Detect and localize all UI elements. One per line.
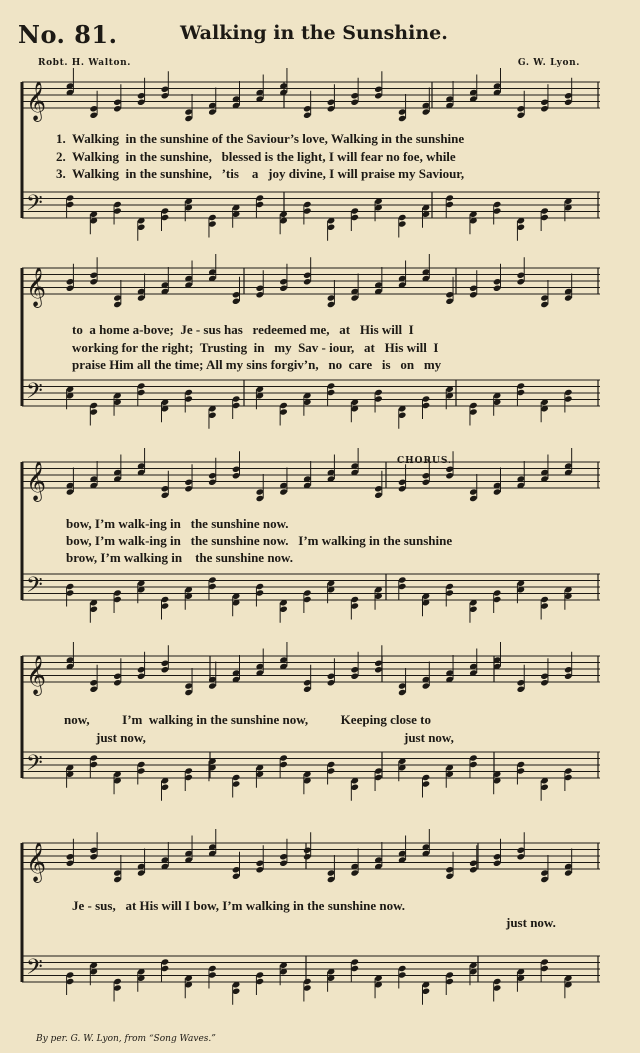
- treble-clef-icon: 𝄞: [26, 81, 47, 121]
- treble-clef-icon: 𝄞: [26, 461, 47, 501]
- hymn-title: Walking in the Sunshine.: [180, 22, 448, 44]
- lyric-line-lower: just now,: [96, 730, 146, 745]
- lyric-line-lower: just now,: [404, 730, 454, 745]
- lyric-line-upper: now, I’m walking in the sunshine now, Keeping close to: [64, 712, 431, 727]
- composer-credit: G. W. Lyon.: [517, 58, 580, 68]
- bass-clef-icon: 𝄢: [26, 751, 43, 781]
- lyric-line-verse1: 1. Walking in the sunshine of the Saviour’s love, Walking in the sunshine: [56, 131, 465, 146]
- lyricist-credit: Robt. H. Walton.: [38, 58, 131, 68]
- bass-clef-icon: 𝄢: [26, 955, 43, 985]
- lyric-line-verse1: bow, I’m walk-ing in the sunshine now.: [66, 516, 289, 531]
- chorus-label: CHORUS.: [397, 456, 453, 466]
- lyric-line-upper: Je - sus, at His will I bow, I’m walking in the sunshine now.: [72, 898, 406, 913]
- treble-clef-icon: 𝄞: [26, 267, 47, 307]
- bass-clef-icon: 𝄢: [26, 573, 43, 603]
- copyright-footer: By per. G. W. Lyon, from “Song Waves.”: [36, 1034, 216, 1044]
- lyric-line-lower: just now.: [506, 915, 556, 930]
- lyric-line-verse2: working for the right; Trusting in my Sav - iour, at His will I: [72, 340, 439, 355]
- treble-clef-icon: 𝄞: [26, 842, 47, 882]
- lyric-line-verse1: to a home a-bove; Je - sus has redeemed me, at His will I: [72, 322, 414, 337]
- lyric-line-verse3: praise Him all the time; All my sins forgiv’n, no care is on my: [72, 357, 442, 372]
- lyric-line-verse2: bow, I’m walk-ing in the sunshine now. I’m walking in the sunshine: [66, 533, 453, 548]
- bass-clef-icon: 𝄢: [26, 191, 43, 221]
- lyric-line-verse3: brow, I’m walking in the sunshine now.: [66, 550, 293, 565]
- lyric-line-verse3: 3. Walking in the sunshine, ’tis a joy divine, I will praise my Saviour,: [56, 166, 465, 181]
- hymn-number: No. 81.: [18, 20, 118, 49]
- lyric-line-verse2: 2. Walking in the sunshine, blessed is the light, I will fear no foe, while: [56, 149, 456, 164]
- treble-clef-icon: 𝄞: [26, 655, 47, 695]
- bass-clef-icon: 𝄢: [26, 379, 43, 409]
